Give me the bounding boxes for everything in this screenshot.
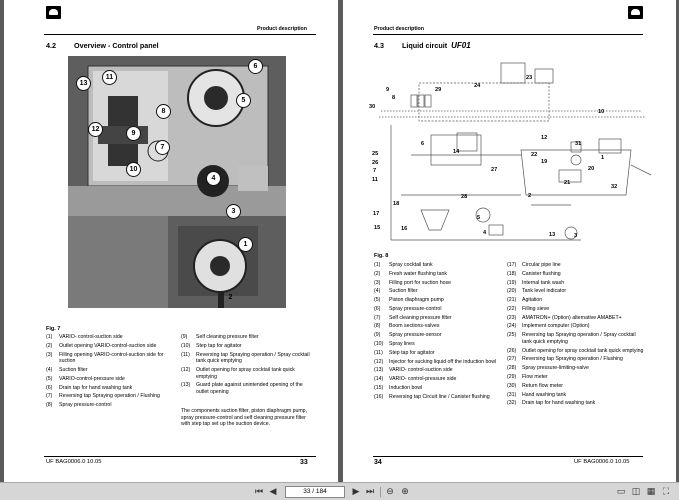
- diagram-label-6: 6: [421, 141, 425, 147]
- legend-item: (1) Spray cocktail tank: [374, 262, 433, 268]
- legend-item: (11) Step tap for agitator: [374, 349, 435, 356]
- diagram-label-13: 13: [549, 232, 556, 238]
- diagram-label-21: 21: [564, 180, 571, 186]
- two-page-view-icon[interactable]: ◫: [631, 487, 641, 497]
- figure-label: Fig. 7: [46, 326, 61, 332]
- diagram-label-8: 8: [392, 95, 396, 101]
- legend-item: (8) Spray pressure-control: [46, 402, 112, 409]
- legend-item: (29) Flow meter: [507, 373, 548, 380]
- single-page-view-icon[interactable]: ▭: [616, 487, 626, 497]
- legend-item: (15) Induction bowl: [374, 384, 423, 391]
- legend-item: (1) VARIO- control-suction side: [46, 334, 123, 340]
- diagram-label-9: 9: [386, 87, 390, 93]
- diagram-label-31: 31: [575, 141, 582, 147]
- diagram-label-30: 30: [369, 104, 376, 110]
- callout-4: 4: [206, 171, 221, 186]
- diagram-label-24: 24: [474, 83, 481, 89]
- legend-item: (5) VARIO-control-pressure side: [46, 375, 125, 382]
- section-number: 4.2: [46, 41, 56, 50]
- diagram-label-2: 2: [528, 193, 532, 199]
- legend-item: (7) Self cleaning pressure filter: [374, 314, 452, 321]
- callout-5: 5: [236, 93, 251, 108]
- page-number: 33: [300, 459, 308, 466]
- legend-item: (8) Boom sections-valves: [374, 323, 440, 330]
- legend-item: (20) Tank level indicator: [507, 288, 567, 295]
- legend-item: (12) Injector for sucking liquid off the induction bowl: [374, 358, 497, 365]
- diagram-label-20: 20: [588, 166, 595, 172]
- fullscreen-icon[interactable]: ⛶: [662, 487, 670, 497]
- legend-item: (4) Suction filter: [46, 366, 88, 373]
- grid-view-icon[interactable]: ▦: [646, 487, 656, 497]
- control-panel-illustration: [68, 56, 286, 308]
- legend-item: (6) Drain tap for hand washing tank: [46, 384, 133, 391]
- legend-item: (23) AMATRON+ (Option) alternative AMABET+: [507, 314, 622, 321]
- diagram-label-7: 7: [373, 168, 377, 174]
- diagram-label-28: 28: [461, 194, 468, 200]
- legend-item: (13) Guard plate against unintended opening of the outlet opening: [181, 382, 303, 395]
- legend-item: (7) Reversing tap Spraying operation / Flushing: [46, 393, 160, 400]
- legend-item: (16) Reversing tap Circuit line / Canister flushing: [374, 393, 490, 400]
- legend-item: (17) Circular pipe line: [507, 262, 561, 268]
- footer-doc-id: UF BAG0006.0 10.05: [46, 459, 102, 465]
- legend-item: (9) Spray pressure-sensor: [374, 332, 442, 339]
- diagram-label-15: 15: [374, 225, 381, 231]
- legend-item: (6) Spray pressure-control: [374, 305, 442, 312]
- callout-1: 1: [238, 237, 253, 252]
- footer-rule: [373, 456, 643, 457]
- page-number: 34: [374, 459, 382, 466]
- page-header: Product description: [374, 26, 425, 32]
- legend-item: (30) Return flow meter: [507, 382, 563, 389]
- diagram-label-23: 23: [526, 75, 533, 81]
- diagram-label-5: 5: [477, 215, 481, 221]
- legend-column-2: [181, 334, 311, 398]
- legend-item: (18) Canister flushing: [507, 270, 561, 277]
- legend-item: (9) Self cleaning pressure filter: [181, 334, 259, 340]
- callout-9: 9: [126, 126, 141, 141]
- legend-item: (19) Internal tank wash: [507, 279, 565, 286]
- header-rule: [44, 34, 316, 35]
- page-header: Product description: [257, 26, 308, 32]
- liquid-circuit-diagram: [371, 55, 661, 245]
- section-heading: [374, 41, 471, 50]
- page-indicator-input[interactable]: 33 / 184: [285, 486, 345, 498]
- legend-column-1: [46, 334, 174, 411]
- section-heading: [46, 41, 159, 50]
- diagram-label-19: 19: [541, 159, 548, 165]
- zoom-in-icon[interactable]: ⊕: [401, 487, 409, 497]
- next-page-icon[interactable]: ▶: [352, 487, 360, 497]
- callout-7: 7: [155, 140, 170, 155]
- diagram-label-26: 26: [372, 160, 379, 166]
- uf01-logo-text: UF01: [451, 41, 471, 50]
- legend-column-1: [374, 262, 504, 403]
- footer-rule: [44, 456, 316, 457]
- callout-13: 13: [76, 76, 91, 91]
- page-33: [4, 0, 338, 482]
- legend-item: (14) VARIO- control-pressure side: [374, 376, 457, 383]
- callout-2: 2: [228, 294, 233, 301]
- diagram-label-10: 10: [598, 109, 605, 115]
- legend-item: (22) Filling sieve: [507, 305, 550, 312]
- callout-6: 6: [248, 59, 263, 74]
- diagram-label-17: 17: [373, 211, 380, 217]
- legend-item: (2) Fresh water flushing tank: [374, 270, 447, 277]
- diagram-label-32: 32: [611, 184, 618, 190]
- first-page-icon[interactable]: ⏮: [254, 487, 264, 497]
- callout-8: 8: [156, 104, 171, 119]
- diagram-label-22: 22: [531, 152, 538, 158]
- diagram-label-25: 25: [372, 151, 379, 157]
- diagram-label-14: 14: [453, 149, 460, 155]
- legend-item: (10) Spray lines: [374, 341, 415, 348]
- diagram-label-16: 16: [401, 226, 408, 232]
- legend-item: (13) VARIO- control-suction side: [374, 367, 453, 374]
- diagram-label-3: 3: [574, 233, 578, 239]
- diagram-label-12: 12: [541, 135, 548, 141]
- legend-item: (32) Drain tap for hand washing tank: [507, 400, 596, 407]
- legend-item: (10) Step tap for agitator: [181, 342, 242, 349]
- legend-item: (26) Outlet opening for spray cocktail tank quick emptying: [507, 347, 644, 354]
- callout-12: 12: [88, 122, 103, 137]
- prev-page-icon[interactable]: ◀: [269, 487, 277, 497]
- diagram-label-27: 27: [491, 167, 498, 173]
- legend-item: (11) Reversing tap Spraying operation / Spray cocktail tank quick emptying: [181, 351, 310, 365]
- legend-item: (3) Filling port for suction hose: [374, 279, 451, 286]
- diagram-label-18: 18: [393, 201, 400, 207]
- diagram-label-4: 4: [483, 230, 487, 236]
- legend-item: (28) Spray pressure-limiting-valve: [507, 365, 589, 372]
- section-title: Liquid circuit: [402, 41, 448, 50]
- legend-item: (12) Outlet opening for spray cocktail tank quick emptying: [181, 366, 295, 380]
- legend-item: (24) Implement computer (Option): [507, 323, 590, 330]
- diagram-label-29: 29: [435, 87, 442, 93]
- section-number: 4.3: [374, 41, 384, 50]
- legend-item: (31) Hand washing tank: [507, 391, 567, 398]
- legend-item: (2) Outlet opening VARIO-control-suction side: [46, 342, 157, 349]
- figure-label: Fig. 8: [374, 253, 389, 259]
- diagram-label-1: 1: [601, 155, 605, 161]
- viewer-toolbar: [0, 482, 679, 500]
- header-rule: [373, 34, 643, 35]
- legend-item: (27) Reversing tap Spraying operation / Flushing: [507, 356, 623, 363]
- amazone-logo: [46, 6, 61, 19]
- legend-item: (21) Agitation: [507, 297, 543, 304]
- control-panel-photo: [68, 56, 286, 308]
- legend-item: (3) Filling opening VARIO-control-suction side for suction: [46, 351, 164, 365]
- toolbar-separator: [380, 487, 381, 497]
- legend-column-2: [507, 262, 645, 409]
- legend-item: (4) Suction filter: [374, 288, 418, 295]
- description-paragraph: The components suction filter, piston diaphragm pump, spray pressure-control and self cleaning pressure filter with step tap set up the suction device.: [181, 408, 308, 428]
- section-title: Overview - Control panel: [74, 41, 159, 50]
- legend-item: (25) Reversing tap Spraying operation / Spray cocktail tank quick emptying: [507, 332, 636, 345]
- amazone-logo: [628, 6, 643, 19]
- callout-3: 3: [226, 204, 241, 219]
- last-page-icon[interactable]: ⏭: [365, 487, 375, 497]
- zoom-out-icon[interactable]: ⊖: [386, 487, 394, 497]
- callout-10: 10: [126, 162, 141, 177]
- page-34: [343, 0, 676, 482]
- diagram-label-11: 11: [372, 177, 378, 183]
- callout-11: 11: [102, 70, 117, 85]
- footer-doc-id: UF BAG0006.0 10.05: [574, 459, 630, 465]
- legend-item: (5) Piston diaphragm pump: [374, 297, 444, 304]
